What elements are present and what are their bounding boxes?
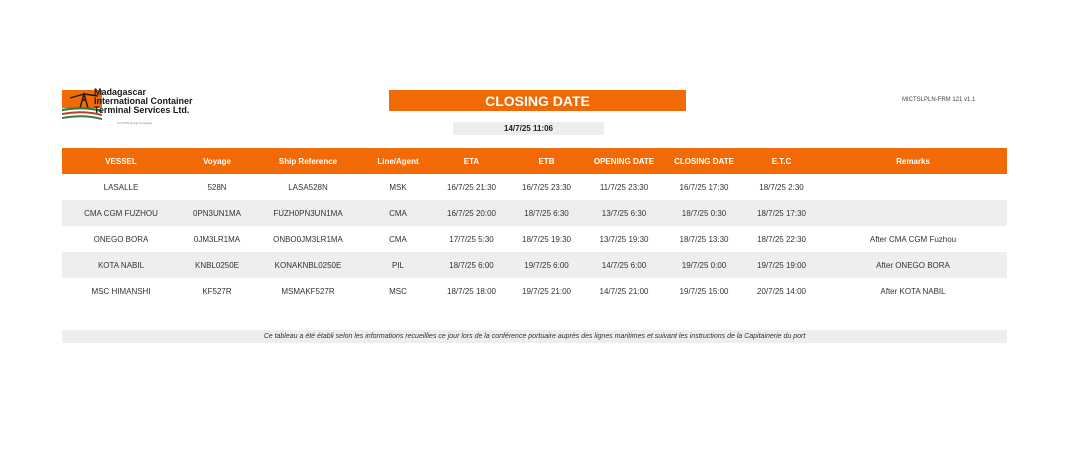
col-header-etc: E.T.C	[744, 148, 819, 174]
cell-closing-date: 19/7/25 0:00	[664, 252, 744, 278]
cell-etc: 18/7/25 2:30	[744, 174, 819, 200]
cell-line-agent: CMA	[362, 200, 434, 226]
cell-opening-date: 13/7/25 19:30	[584, 226, 664, 252]
cell-etc: 20/7/25 14:00	[744, 278, 819, 304]
cell-ship-reference: LASA528N	[254, 174, 362, 200]
cell-remarks: After CMA CGM Fuzhou	[819, 226, 1007, 252]
table-row	[62, 226, 1007, 252]
table-row	[62, 200, 1007, 226]
col-header-ship-reference: Ship Reference	[254, 148, 362, 174]
col-header-line-agent: Line/Agent	[362, 148, 434, 174]
cell-voyage: 0PN3UN1MA	[180, 200, 254, 226]
cell-remarks: After ONEGO BORA	[819, 252, 1007, 278]
cell-vessel: LASALLE	[62, 174, 180, 200]
cell-ship-reference: MSMAKF527R	[254, 278, 362, 304]
cell-closing-date: 16/7/25 17:30	[664, 174, 744, 200]
cell-voyage: 0JM3LR1MA	[180, 226, 254, 252]
col-header-remarks: Remarks	[819, 148, 1007, 174]
col-header-etb: ETB	[509, 148, 584, 174]
cell-line-agent: PIL	[362, 252, 434, 278]
col-header-closing-date: CLOSING DATE	[664, 148, 744, 174]
cell-opening-date: 13/7/25 6:30	[584, 200, 664, 226]
cell-etb: 18/7/25 6:30	[509, 200, 584, 226]
cell-eta: 16/7/25 20:00	[434, 200, 509, 226]
cell-etc: 19/7/25 19:00	[744, 252, 819, 278]
cell-closing-date: 18/7/25 13:30	[664, 226, 744, 252]
cell-ship-reference: KONAKNBL0250E	[254, 252, 362, 278]
company-logo	[62, 88, 232, 128]
cell-eta: 16/7/25 21:30	[434, 174, 509, 200]
cell-vessel: ONEGO BORA	[62, 226, 180, 252]
cell-etb: 19/7/25 21:00	[509, 278, 584, 304]
cell-opening-date: 11/7/25 23:30	[584, 174, 664, 200]
report-date: 14/7/25 11:06	[453, 122, 604, 135]
company-name-line3: Terminal Services Ltd.	[94, 105, 190, 115]
form-code: MICTSLPLN-FRM 121 v1.1	[902, 97, 976, 103]
table-row	[62, 278, 1007, 304]
cell-eta: 17/7/25 5:30	[434, 226, 509, 252]
company-name-line2: International Container	[94, 96, 193, 106]
table-header-row	[62, 148, 1007, 174]
company-name	[94, 88, 193, 115]
closing-date-table	[62, 148, 1007, 304]
company-subtitle: An ICTSI Group Company	[117, 121, 153, 125]
cell-etc: 18/7/25 17:30	[744, 200, 819, 226]
cell-remarks: After KOTA NABIL	[819, 278, 1007, 304]
cell-closing-date: 19/7/25 15:00	[664, 278, 744, 304]
cell-closing-date: 18/7/25 0:30	[664, 200, 744, 226]
cell-remarks	[819, 200, 1007, 226]
cell-voyage: KNBL0250E	[180, 252, 254, 278]
page-title: CLOSING DATE	[389, 90, 686, 111]
cell-opening-date: 14/7/25 6:00	[584, 252, 664, 278]
cell-voyage: KF527R	[180, 278, 254, 304]
cell-etb: 18/7/25 19:30	[509, 226, 584, 252]
cell-vessel: MSC HIMANSHI	[62, 278, 180, 304]
col-header-voyage: Voyage	[180, 148, 254, 174]
cell-opening-date: 14/7/25 21:00	[584, 278, 664, 304]
cell-voyage: 528N	[180, 174, 254, 200]
cell-etb: 19/7/25 6:00	[509, 252, 584, 278]
cell-etc: 18/7/25 22:30	[744, 226, 819, 252]
footnote: Ce tableau a été établi selon les informations recueillies ce jour lors de la conférence portuaire auprès des lignes maritimes et suivant les instructions de la Capitainerie du port	[62, 330, 1007, 343]
cell-eta: 18/7/25 18:00	[434, 278, 509, 304]
company-name-line1: Madagascar	[94, 87, 147, 97]
cell-remarks	[819, 174, 1007, 200]
cell-line-agent: CMA	[362, 226, 434, 252]
cell-etb: 16/7/25 23:30	[509, 174, 584, 200]
table-row	[62, 252, 1007, 278]
cell-vessel: CMA CGM FUZHOU	[62, 200, 180, 226]
cell-vessel: KOTA NABIL	[62, 252, 180, 278]
col-header-vessel: VESSEL	[62, 148, 180, 174]
cell-ship-reference: FUZH0PN3UN1MA	[254, 200, 362, 226]
col-header-opening-date: OPENING DATE	[584, 148, 664, 174]
cell-line-agent: MSK	[362, 174, 434, 200]
cell-ship-reference: ONBO0JM3LR1MA	[254, 226, 362, 252]
cell-line-agent: MSC	[362, 278, 434, 304]
cell-eta: 18/7/25 6:00	[434, 252, 509, 278]
table-row	[62, 174, 1007, 200]
col-header-eta: ETA	[434, 148, 509, 174]
